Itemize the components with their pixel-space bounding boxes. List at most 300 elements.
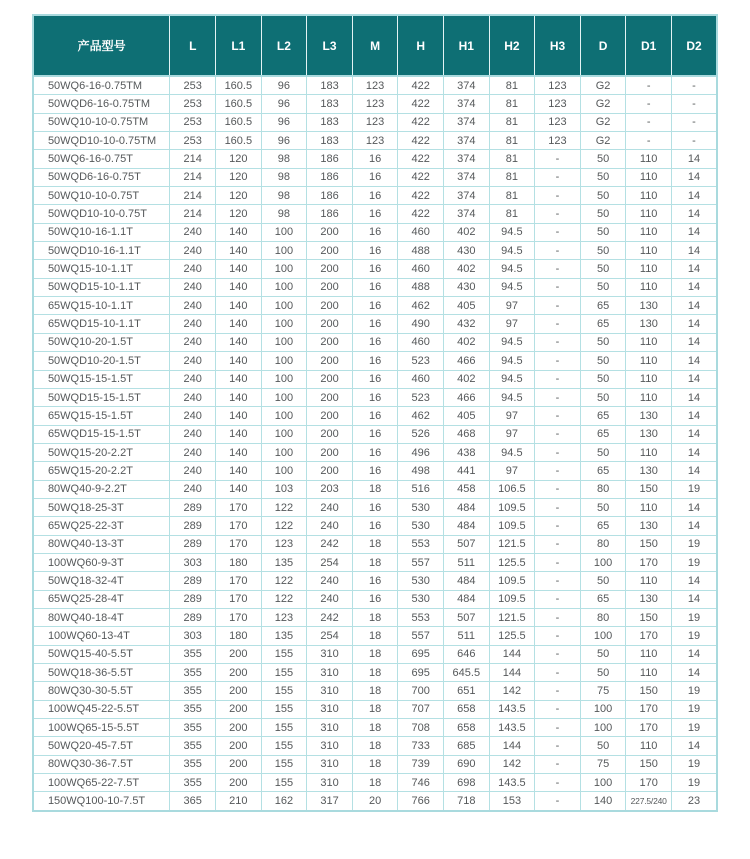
value-cell: 18 [352, 774, 398, 792]
value-cell: 140 [216, 425, 262, 443]
value-cell: 125.5 [489, 553, 535, 571]
column-header-l1: L1 [216, 15, 262, 76]
value-cell: 242 [307, 535, 353, 553]
value-cell: 18 [352, 682, 398, 700]
value-cell: 96 [261, 132, 307, 150]
model-cell: 50WQD10-20-1.5T [33, 352, 170, 370]
table-row [33, 352, 717, 370]
value-cell: 122 [261, 517, 307, 535]
value-cell: 18 [352, 700, 398, 718]
value-cell: 200 [307, 242, 353, 260]
value-cell: 150 [626, 480, 672, 498]
value-cell: 140 [216, 297, 262, 315]
value-cell: 110 [626, 370, 672, 388]
value-cell: 65 [580, 590, 626, 608]
model-cell: 80WQ30-36-7.5T [33, 755, 170, 773]
value-cell: 100 [580, 553, 626, 571]
value-cell: 130 [626, 315, 672, 333]
column-header-h3: H3 [535, 15, 581, 76]
value-cell: 240 [170, 278, 216, 296]
value-cell: - [535, 608, 581, 626]
value-cell: 16 [352, 498, 398, 516]
value-cell: 200 [307, 425, 353, 443]
value-cell: 14 [671, 168, 717, 186]
value-cell: 80 [580, 480, 626, 498]
model-cell: 50WQ18-36-5.5T [33, 664, 170, 682]
value-cell: 75 [580, 755, 626, 773]
value-cell: 557 [398, 553, 444, 571]
table-row [33, 187, 717, 205]
value-cell: 170 [626, 700, 672, 718]
value-cell: 240 [170, 352, 216, 370]
value-cell: 123 [352, 95, 398, 113]
value-cell: 14 [671, 388, 717, 406]
value-cell: 18 [352, 480, 398, 498]
value-cell: 142 [489, 682, 535, 700]
model-cell: 80WQ30-30-5.5T [33, 682, 170, 700]
value-cell: 200 [216, 645, 262, 663]
value-cell: 253 [170, 113, 216, 131]
value-cell: 110 [626, 187, 672, 205]
value-cell: 155 [261, 682, 307, 700]
value-cell: 14 [671, 150, 717, 168]
value-cell: 100 [580, 719, 626, 737]
value-cell: 240 [170, 315, 216, 333]
value-cell: - [535, 260, 581, 278]
column-header-d1: D1 [626, 15, 672, 76]
value-cell: 170 [216, 535, 262, 553]
value-cell: 130 [626, 517, 672, 535]
value-cell: 200 [216, 737, 262, 755]
value-cell: 468 [444, 425, 490, 443]
value-cell: 186 [307, 205, 353, 223]
model-cell: 50WQ10-10-0.75TM [33, 113, 170, 131]
value-cell: 50 [580, 168, 626, 186]
value-cell: 310 [307, 664, 353, 682]
value-cell: 240 [170, 407, 216, 425]
value-cell: 140 [216, 370, 262, 388]
value-cell: 130 [626, 297, 672, 315]
value-cell: 16 [352, 242, 398, 260]
value-cell: 18 [352, 553, 398, 571]
value-cell: 155 [261, 774, 307, 792]
table-row [33, 443, 717, 461]
value-cell: 214 [170, 205, 216, 223]
value-cell: 50 [580, 443, 626, 461]
value-cell: 310 [307, 755, 353, 773]
value-cell: 97 [489, 462, 535, 480]
value-cell: 170 [626, 553, 672, 571]
model-cell: 65WQ15-20-2.2T [33, 462, 170, 480]
value-cell: 130 [626, 462, 672, 480]
model-cell: 50WQD6-16-0.75TM [33, 95, 170, 113]
value-cell: 14 [671, 187, 717, 205]
value-cell: 405 [444, 297, 490, 315]
value-cell: - [671, 76, 717, 95]
value-cell: 16 [352, 333, 398, 351]
value-cell: 16 [352, 187, 398, 205]
value-cell: 240 [170, 443, 216, 461]
value-cell: 97 [489, 407, 535, 425]
value-cell: 123 [261, 535, 307, 553]
model-cell: 65WQ25-22-3T [33, 517, 170, 535]
value-cell: 144 [489, 737, 535, 755]
value-cell: - [535, 535, 581, 553]
value-cell: 140 [216, 480, 262, 498]
value-cell: 490 [398, 315, 444, 333]
table-header [33, 15, 717, 76]
value-cell: 100 [261, 278, 307, 296]
column-header-model: 产品型号 [33, 15, 170, 76]
table-row [33, 113, 717, 131]
value-cell: - [626, 113, 672, 131]
value-cell: 135 [261, 553, 307, 571]
value-cell: 23 [671, 792, 717, 811]
table-row [33, 682, 717, 700]
value-cell: 698 [444, 774, 490, 792]
value-cell: 100 [261, 443, 307, 461]
table-row [33, 242, 717, 260]
value-cell: - [671, 95, 717, 113]
value-cell: 685 [444, 737, 490, 755]
table-row [33, 425, 717, 443]
value-cell: 374 [444, 113, 490, 131]
value-cell: 65 [580, 425, 626, 443]
value-cell: 183 [307, 113, 353, 131]
value-cell: 140 [216, 352, 262, 370]
value-cell: 80 [580, 535, 626, 553]
value-cell: 106.5 [489, 480, 535, 498]
header-row [33, 15, 717, 76]
value-cell: 240 [170, 370, 216, 388]
value-cell: 150 [626, 755, 672, 773]
value-cell: 16 [352, 315, 398, 333]
value-cell: 81 [489, 168, 535, 186]
value-cell: 240 [170, 223, 216, 241]
column-header-d2: D2 [671, 15, 717, 76]
value-cell: 170 [626, 774, 672, 792]
value-cell: 140 [216, 260, 262, 278]
value-cell: 120 [216, 168, 262, 186]
value-cell: 160.5 [216, 113, 262, 131]
value-cell: 374 [444, 132, 490, 150]
value-cell: - [535, 462, 581, 480]
model-cell: 50WQD15-10-1.1T [33, 278, 170, 296]
value-cell: 240 [307, 498, 353, 516]
value-cell: 110 [626, 278, 672, 296]
value-cell: 110 [626, 223, 672, 241]
value-cell: 14 [671, 737, 717, 755]
value-cell: 488 [398, 278, 444, 296]
value-cell: - [535, 205, 581, 223]
model-cell: 65WQ15-10-1.1T [33, 297, 170, 315]
product-spec-table [32, 14, 718, 812]
value-cell: 16 [352, 168, 398, 186]
value-cell: 170 [216, 590, 262, 608]
value-cell: - [535, 498, 581, 516]
value-cell: 484 [444, 498, 490, 516]
value-cell: 123 [352, 113, 398, 131]
value-cell: 94.5 [489, 260, 535, 278]
value-cell: - [535, 242, 581, 260]
value-cell: 516 [398, 480, 444, 498]
value-cell: - [535, 480, 581, 498]
table-row [33, 608, 717, 626]
value-cell: 186 [307, 168, 353, 186]
value-cell: 210 [216, 792, 262, 811]
table-row [33, 370, 717, 388]
value-cell: 310 [307, 719, 353, 737]
value-cell: 100 [261, 388, 307, 406]
model-cell: 50WQD15-15-1.5T [33, 388, 170, 406]
value-cell: 110 [626, 242, 672, 260]
value-cell: 523 [398, 352, 444, 370]
model-cell: 100WQ65-15-5.5T [33, 719, 170, 737]
value-cell: 170 [216, 498, 262, 516]
model-cell: 65WQ25-28-4T [33, 590, 170, 608]
value-cell: 170 [216, 572, 262, 590]
value-cell: 19 [671, 627, 717, 645]
value-cell: 65 [580, 407, 626, 425]
value-cell: 50 [580, 223, 626, 241]
value-cell: 100 [261, 260, 307, 278]
value-cell: 160.5 [216, 132, 262, 150]
value-cell: 700 [398, 682, 444, 700]
value-cell: 144 [489, 664, 535, 682]
value-cell: 183 [307, 76, 353, 95]
model-cell: 100WQ60-13-4T [33, 627, 170, 645]
value-cell: 200 [216, 774, 262, 792]
value-cell: 557 [398, 627, 444, 645]
value-cell: 645.5 [444, 664, 490, 682]
value-cell: 97 [489, 315, 535, 333]
value-cell: 200 [307, 223, 353, 241]
model-cell: 50WQ6-16-0.75TM [33, 76, 170, 95]
model-cell: 65WQD15-15-1.5T [33, 425, 170, 443]
table-row [33, 315, 717, 333]
model-cell: 80WQ40-13-3T [33, 535, 170, 553]
value-cell: - [535, 774, 581, 792]
value-cell: 374 [444, 168, 490, 186]
value-cell: 121.5 [489, 608, 535, 626]
value-cell: 530 [398, 498, 444, 516]
value-cell: 122 [261, 572, 307, 590]
model-cell: 100WQ60-9-3T [33, 553, 170, 571]
value-cell: 140 [216, 333, 262, 351]
value-cell: 530 [398, 517, 444, 535]
model-cell: 50WQ6-16-0.75T [33, 150, 170, 168]
value-cell: 50 [580, 352, 626, 370]
value-cell: 355 [170, 719, 216, 737]
value-cell: 144 [489, 645, 535, 663]
value-cell: 100 [261, 407, 307, 425]
value-cell: 14 [671, 205, 717, 223]
table-row [33, 297, 717, 315]
model-cell: 50WQ15-10-1.1T [33, 260, 170, 278]
table-row [33, 627, 717, 645]
value-cell: 530 [398, 572, 444, 590]
value-cell: 130 [626, 590, 672, 608]
model-cell: 50WQD10-10-0.75TM [33, 132, 170, 150]
value-cell: 511 [444, 553, 490, 571]
value-cell: 50 [580, 664, 626, 682]
value-cell: 432 [444, 315, 490, 333]
value-cell: 200 [307, 260, 353, 278]
value-cell: 240 [307, 572, 353, 590]
value-cell: 50 [580, 572, 626, 590]
model-cell: 50WQD6-16-0.75T [33, 168, 170, 186]
value-cell: 14 [671, 315, 717, 333]
value-cell: 16 [352, 223, 398, 241]
value-cell: 253 [170, 95, 216, 113]
table-row [33, 205, 717, 223]
value-cell: 110 [626, 737, 672, 755]
table-row [33, 333, 717, 351]
value-cell: 19 [671, 700, 717, 718]
value-cell: 135 [261, 627, 307, 645]
value-cell: 460 [398, 370, 444, 388]
value-cell: 19 [671, 774, 717, 792]
value-cell: 19 [671, 553, 717, 571]
value-cell: 121.5 [489, 535, 535, 553]
value-cell: 110 [626, 205, 672, 223]
value-cell: 20 [352, 792, 398, 811]
model-cell: 50WQ15-20-2.2T [33, 443, 170, 461]
value-cell: 526 [398, 425, 444, 443]
value-cell: 150 [626, 608, 672, 626]
value-cell: 374 [444, 150, 490, 168]
value-cell: 125.5 [489, 627, 535, 645]
value-cell: 98 [261, 168, 307, 186]
value-cell: 310 [307, 645, 353, 663]
value-cell: - [535, 737, 581, 755]
value-cell: 140 [216, 388, 262, 406]
column-header-d: D [580, 15, 626, 76]
value-cell: 553 [398, 535, 444, 553]
value-cell: 240 [170, 388, 216, 406]
value-cell: - [535, 792, 581, 811]
value-cell: 110 [626, 352, 672, 370]
value-cell: 180 [216, 627, 262, 645]
value-cell: 200 [216, 682, 262, 700]
value-cell: - [535, 719, 581, 737]
value-cell: 460 [398, 223, 444, 241]
model-cell: 50WQ15-15-1.5T [33, 370, 170, 388]
value-cell: 140 [216, 242, 262, 260]
value-cell: 317 [307, 792, 353, 811]
value-cell: 120 [216, 150, 262, 168]
value-cell: 374 [444, 95, 490, 113]
value-cell: - [535, 187, 581, 205]
value-cell: 50 [580, 260, 626, 278]
table-row [33, 260, 717, 278]
value-cell: 18 [352, 755, 398, 773]
value-cell: 484 [444, 590, 490, 608]
value-cell: 200 [307, 297, 353, 315]
value-cell: 100 [261, 462, 307, 480]
table-row [33, 645, 717, 663]
value-cell: 695 [398, 645, 444, 663]
value-cell: 94.5 [489, 388, 535, 406]
value-cell: 170 [626, 627, 672, 645]
value-cell: 94.5 [489, 443, 535, 461]
value-cell: 200 [216, 755, 262, 773]
value-cell: - [535, 407, 581, 425]
value-cell: 81 [489, 205, 535, 223]
table-row [33, 719, 717, 737]
value-cell: 484 [444, 517, 490, 535]
value-cell: 122 [261, 498, 307, 516]
value-cell: 140 [216, 278, 262, 296]
value-cell: 155 [261, 645, 307, 663]
value-cell: 402 [444, 333, 490, 351]
value-cell: 746 [398, 774, 444, 792]
table-row [33, 572, 717, 590]
value-cell: 658 [444, 719, 490, 737]
value-cell: 438 [444, 443, 490, 461]
value-cell: 289 [170, 535, 216, 553]
value-cell: 143.5 [489, 719, 535, 737]
value-cell: 14 [671, 443, 717, 461]
value-cell: 14 [671, 242, 717, 260]
value-cell: 310 [307, 737, 353, 755]
value-cell: 200 [307, 352, 353, 370]
value-cell: 110 [626, 388, 672, 406]
value-cell: 19 [671, 535, 717, 553]
value-cell: 65 [580, 517, 626, 535]
value-cell: 355 [170, 755, 216, 773]
value-cell: 240 [170, 425, 216, 443]
model-cell: 50WQD10-10-0.75T [33, 205, 170, 223]
value-cell: 18 [352, 627, 398, 645]
value-cell: 103 [261, 480, 307, 498]
value-cell: 651 [444, 682, 490, 700]
value-cell: 186 [307, 187, 353, 205]
value-cell: 18 [352, 719, 398, 737]
value-cell: 155 [261, 719, 307, 737]
value-cell: 214 [170, 150, 216, 168]
value-cell: 200 [307, 443, 353, 461]
value-cell: 170 [626, 719, 672, 737]
value-cell: 96 [261, 113, 307, 131]
value-cell: 355 [170, 737, 216, 755]
value-cell: 240 [170, 480, 216, 498]
table-row [33, 553, 717, 571]
value-cell: - [535, 682, 581, 700]
value-cell: 200 [307, 315, 353, 333]
value-cell: 140 [216, 407, 262, 425]
value-cell: 98 [261, 205, 307, 223]
value-cell: 402 [444, 223, 490, 241]
value-cell: 50 [580, 737, 626, 755]
value-cell: 240 [170, 297, 216, 315]
value-cell: 100 [261, 297, 307, 315]
value-cell: 19 [671, 682, 717, 700]
value-cell: 16 [352, 572, 398, 590]
value-cell: 155 [261, 755, 307, 773]
value-cell: - [535, 315, 581, 333]
value-cell: 98 [261, 150, 307, 168]
value-cell: 214 [170, 168, 216, 186]
value-cell: 16 [352, 590, 398, 608]
value-cell: 466 [444, 352, 490, 370]
value-cell: 110 [626, 572, 672, 590]
value-cell: 200 [307, 462, 353, 480]
value-cell: 523 [398, 388, 444, 406]
value-cell: 100 [580, 627, 626, 645]
value-cell: 355 [170, 700, 216, 718]
table-row [33, 792, 717, 811]
